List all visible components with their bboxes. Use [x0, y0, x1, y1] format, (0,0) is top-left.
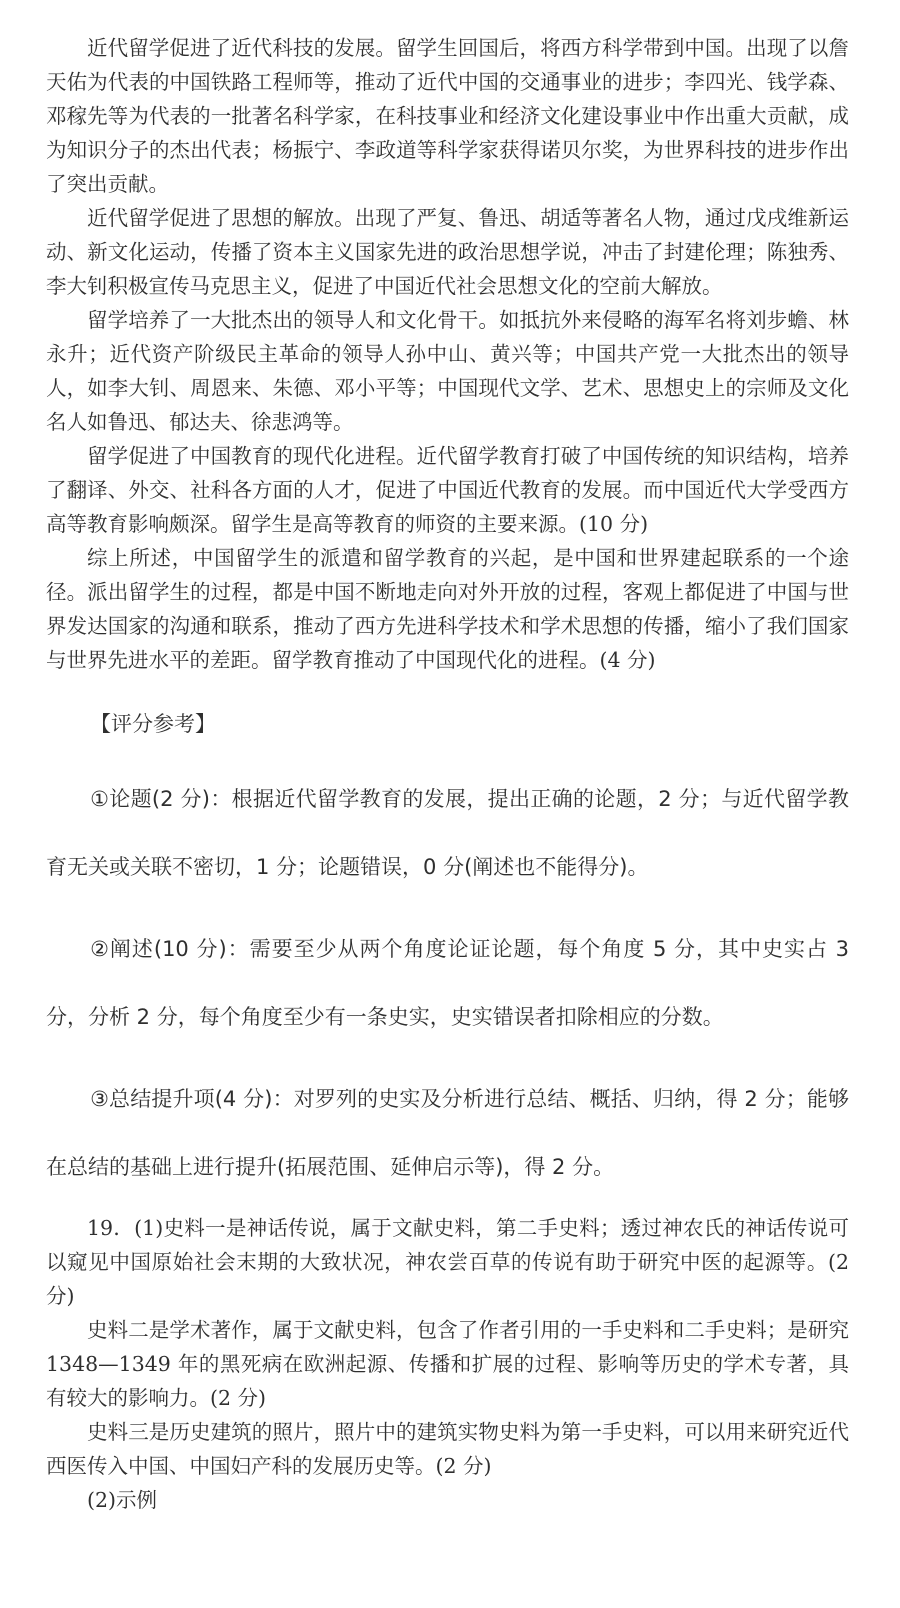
scoring-reference: [46, 697, 849, 1201]
paragraph-thought: 近代留学促进了思想的解放。出现了严复、鲁迅、胡适等著名人物，通过戊戌维新运动、新文化运动，传播了资本主义国家先进的政治思想学说，冲击了封建伦理；陈独秀、李大钊积极宣传马克思主义，促进了中国近代社会思想文化的空前大解放。: [46, 206, 849, 298]
paragraph-science: 近代留学促进了近代科技的发展。留学生回国后，将西方科学带到中国。出现了以詹天佑为代表的中国铁路工程师等，推动了近代中国的交通事业的进步；李四光、钱学森、邓稼先等为代表的一批著名科学家，在科技事业和经济文化建设事业中作出重大贡献，成为知识分子的杰出代表；杨振宁、李政道等科学家获得诺贝尔奖，为世界科技的进步作出了突出贡献。: [46, 36, 849, 196]
q19-source-one: 19．(1)史料一是神话传说，属于文献史料，第二手史料；透过神农氏的神话传说可以窥见中国原始社会末期的大致状况，神农尝百草的传说有助于研究中医的起源等。(2 分): [46, 1216, 849, 1308]
q19-example-heading: (2)示例: [87, 1488, 158, 1512]
answer-19-section: [46, 1211, 849, 1517]
scoring-item-thesis: ①论题(2 分)：根据近代留学教育的发展，提出正确的论题，2 分；与近代留学教育无关或关联不密切，1 分；论题错误，0 分(阐述也不能得分)。: [46, 787, 849, 879]
q19-source-three: 史料三是历史建筑的照片，照片中的建筑实物史料为第一手史料，可以用来研究近代西医传入中国、中国妇产科的发展历史等。(2 分): [46, 1420, 849, 1478]
answer-18-section: [46, 31, 849, 677]
scoring-item-summary: ③总结提升项(4 分)：对罗列的史实及分析进行总结、概括、归纳，得 2 分；能够在总结的基础上进行提升(拓展范围、延伸启示等)，得 2 分。: [46, 1087, 849, 1179]
paragraph-summary: 综上所述，中国留学生的派遣和留学教育的兴起，是中国和世界建起联系的一个途径。派出留学生的过程，都是中国不断地走向对外开放的过程，客观上都促进了中国与世界发达国家的沟通和联系，推动了西方先进科学技术和学术思想的传播，缩小了我们国家与世界先进水平的差距。留学教育推动了中国现代化的进程。(4 分): [46, 546, 849, 672]
q19-source-two: 史料二是学术著作，属于文献史料，包含了作者引用的一手史料和二手史料；是研究 1348—1349 年的黑死病在欧洲起源、传播和扩展的过程、影响等历史的学术专著，具有较大的影响力。(2 分): [46, 1318, 849, 1410]
paragraph-education: 留学促进了中国教育的现代化进程。近代留学教育打破了中国传统的知识结构，培养了翻译、外交、社科各方面的人才，促进了中国近代教育的发展。而中国近代大学受西方高等教育影响颇深。留学生是高等教育的师资的主要来源。(10 分): [46, 444, 849, 536]
scoring-title: 【评分参考】: [90, 712, 216, 736]
scoring-item-argument: ②阐述(10 分)：需要至少从两个角度论证论题，每个角度 5 分，其中史实占 3 分，分析 2 分，每个角度至少有一条史实，史实错误者扣除相应的分数。: [46, 937, 849, 1029]
paragraph-leaders: 留学培养了一大批杰出的领导人和文化骨干。如抵抗外来侵略的海军名将刘步蟾、林永升；近代资产阶级民主革命的领导人孙中山、黄兴等；中国共产党一大批杰出的领导人，如李大钊、周恩来、朱德、邓小平等；中国现代文学、艺术、思想史上的宗师及文化名人如鲁迅、郁达夫、徐悲鸿等。: [46, 308, 849, 434]
